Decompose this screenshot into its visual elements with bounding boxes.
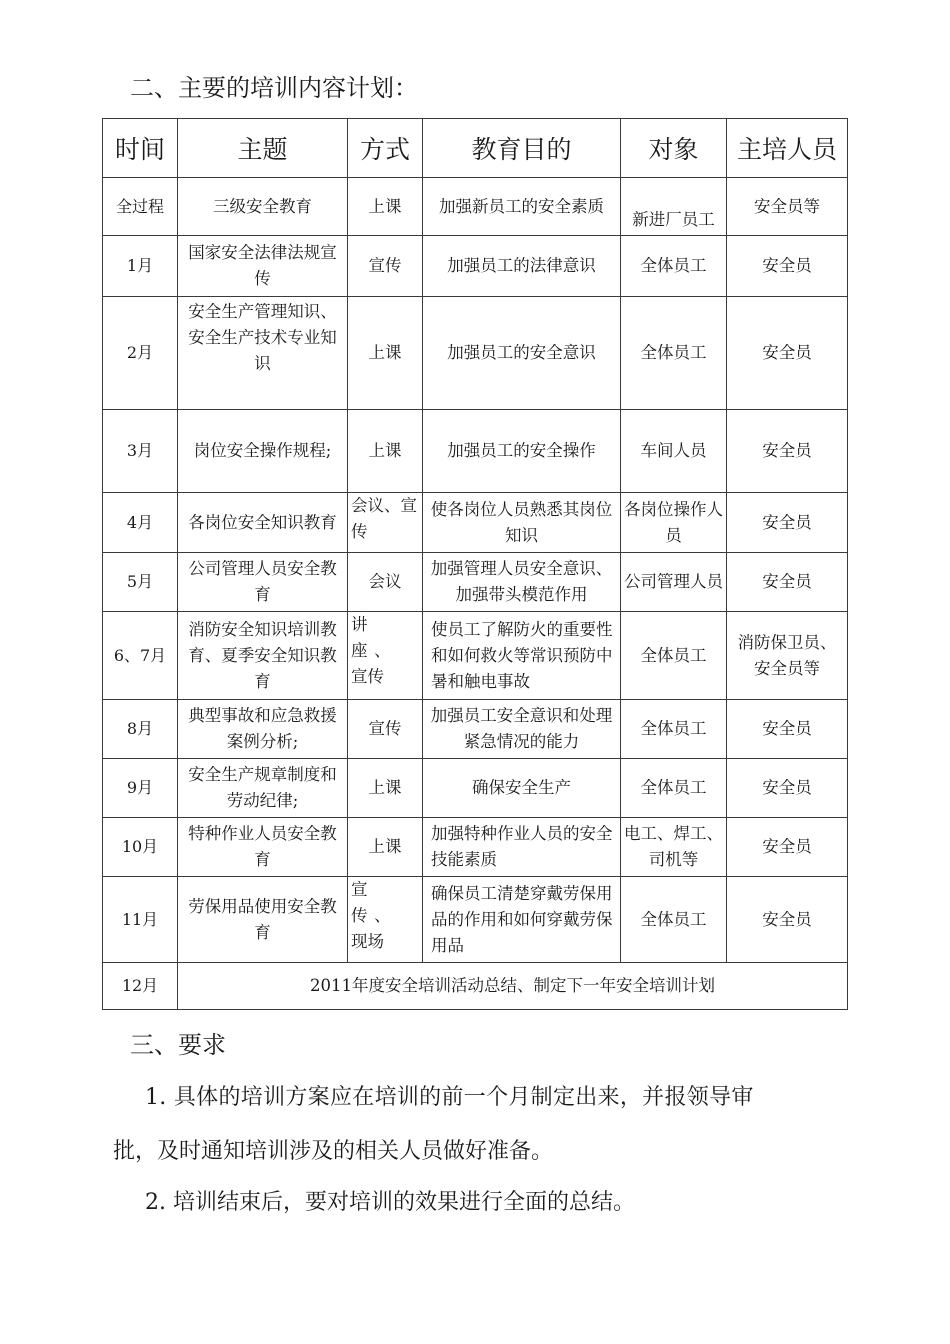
cell-method: 讲座、宣传 <box>351 615 391 686</box>
cell-topic: 安全生产规章制度和劳动纪律; <box>178 759 348 818</box>
cell-goal: 使各岗位人员熟悉其岗位知识 <box>423 493 621 553</box>
section-3-title: 三、要求 <box>130 1031 226 1059</box>
requirement-1-line-1: 1. 具体的培训方案应在培训的前一个月制定出来，并报领导审 <box>145 1085 754 1110</box>
cell-time: 全过程 <box>103 178 178 236</box>
cell-time: 3月 <box>103 410 178 493</box>
cell-summary: 2011年度安全培训活动总结、制定下一年安全培训计划 <box>178 963 848 1010</box>
cell-trainer: 安全员 <box>727 553 848 612</box>
cell-time: 12月 <box>103 963 178 1010</box>
cell-time: 2月 <box>103 297 178 410</box>
table-header-row <box>103 119 848 178</box>
cell-goal: 加强特种作业人员的安全技能素质 <box>423 818 621 877</box>
cell-trainer: 安全员 <box>727 818 848 877</box>
header-method: 方式 <box>348 119 423 178</box>
cell-target: 各岗位操作人员 <box>621 493 727 553</box>
cell-target: 公司管理人员 <box>621 553 727 612</box>
cell-trainer: 消防保卫员、安全员等 <box>727 612 848 700</box>
table-row <box>103 410 848 493</box>
header-topic: 主题 <box>178 119 348 178</box>
cell-target: 全体员工 <box>621 700 727 759</box>
cell-method: 上课 <box>348 178 423 236</box>
cell-topic: 三级安全教育 <box>178 178 348 236</box>
cell-target: 全体员工 <box>621 236 727 297</box>
cell-target: 全体员工 <box>621 612 727 700</box>
cell-goal: 加强员工安全意识和处理紧急情况的能力 <box>423 700 621 759</box>
cell-time: 4月 <box>103 493 178 553</box>
cell-time: 5月 <box>103 553 178 612</box>
cell-goal: 加强员工的安全意识 <box>423 297 621 410</box>
cell-method: 宣传 <box>348 700 423 759</box>
cell-method: 会议 <box>348 553 423 612</box>
table-row <box>103 178 848 236</box>
cell-time: 9月 <box>103 759 178 818</box>
cell-topic: 国家安全法律法规宣传 <box>178 236 348 297</box>
table-row <box>103 236 848 297</box>
cell-topic: 各岗位安全知识教育 <box>178 493 348 553</box>
cell-method: 上课 <box>348 410 423 493</box>
table-row <box>103 553 848 612</box>
section-2-title: 二、主要的培训内容计划： <box>130 74 418 102</box>
cell-trainer: 安全员 <box>727 493 848 553</box>
cell-goal: 确保安全生产 <box>423 759 621 818</box>
cell-topic: 安全生产管理知识、安全生产技术专业知识 <box>178 297 348 410</box>
requirement-1-line-2: 批，及时通知培训涉及的相关人员做好准备。 <box>113 1139 554 1164</box>
cell-method: 上课 <box>348 297 423 410</box>
cell-topic: 典型事故和应急救援案例分析; <box>178 700 348 759</box>
training-plan-table <box>102 118 848 1010</box>
table-row <box>103 297 848 410</box>
cell-time: 1月 <box>103 236 178 297</box>
table-row <box>103 700 848 759</box>
cell-topic: 消防安全知识培训教育、夏季安全知识教育 <box>178 612 348 700</box>
cell-target: 车间人员 <box>621 410 727 493</box>
cell-trainer: 安全员等 <box>727 178 848 236</box>
cell-target: 新进厂员工 <box>621 178 727 236</box>
cell-topic: 公司管理人员安全教育 <box>178 553 348 612</box>
cell-method: 宣传 <box>348 236 423 297</box>
cell-method: 上课 <box>348 818 423 877</box>
cell-goal: 确保员工清楚穿戴劳保用品的作用和如何穿戴劳保用品 <box>423 877 621 963</box>
header-time: 时间 <box>103 119 178 178</box>
cell-goal: 加强员工的安全操作 <box>423 410 621 493</box>
cell-goal: 加强新员工的安全素质 <box>423 178 621 236</box>
cell-goal: 使员工了解防火的重要性和如何救火等常识预防中暑和触电事故 <box>423 612 621 700</box>
cell-time: 10月 <box>103 818 178 877</box>
table-row <box>103 493 848 553</box>
cell-topic: 岗位安全操作规程; <box>178 410 348 493</box>
cell-target: 全体员工 <box>621 297 727 410</box>
cell-trainer: 安全员 <box>727 297 848 410</box>
cell-topic: 劳保用品使用安全教育 <box>178 877 348 963</box>
cell-trainer: 安全员 <box>727 759 848 818</box>
table-row <box>103 759 848 818</box>
cell-trainer: 安全员 <box>727 410 848 493</box>
cell-trainer: 安全员 <box>727 236 848 297</box>
table-row <box>103 877 848 963</box>
cell-method: 会议、宣传 <box>351 496 417 541</box>
cell-method: 宣传、现场 <box>351 880 391 951</box>
cell-topic: 特种作业人员安全教育 <box>178 818 348 877</box>
cell-target: 全体员工 <box>621 877 727 963</box>
requirement-2: 2. 培训结束后，要对培训的效果进行全面的总结。 <box>145 1190 635 1215</box>
header-trainer: 主培人员 <box>727 119 848 178</box>
cell-time: 11月 <box>103 877 178 963</box>
cell-goal: 加强员工的法律意识 <box>423 236 621 297</box>
cell-trainer: 安全员 <box>727 700 848 759</box>
table-row <box>103 818 848 877</box>
cell-target: 全体员工 <box>621 759 727 818</box>
cell-target: 电工、焊工、司机等 <box>621 818 727 877</box>
table-row <box>103 612 848 700</box>
header-target: 对象 <box>621 119 727 178</box>
cell-trainer: 安全员 <box>727 877 848 963</box>
cell-time: 8月 <box>103 700 178 759</box>
cell-goal: 加强管理人员安全意识、加强带头模范作用 <box>423 553 621 612</box>
cell-method: 上课 <box>348 759 423 818</box>
header-goal: 教育目的 <box>423 119 621 178</box>
table-row-summary <box>103 963 848 1010</box>
cell-time: 6、7月 <box>103 612 178 700</box>
